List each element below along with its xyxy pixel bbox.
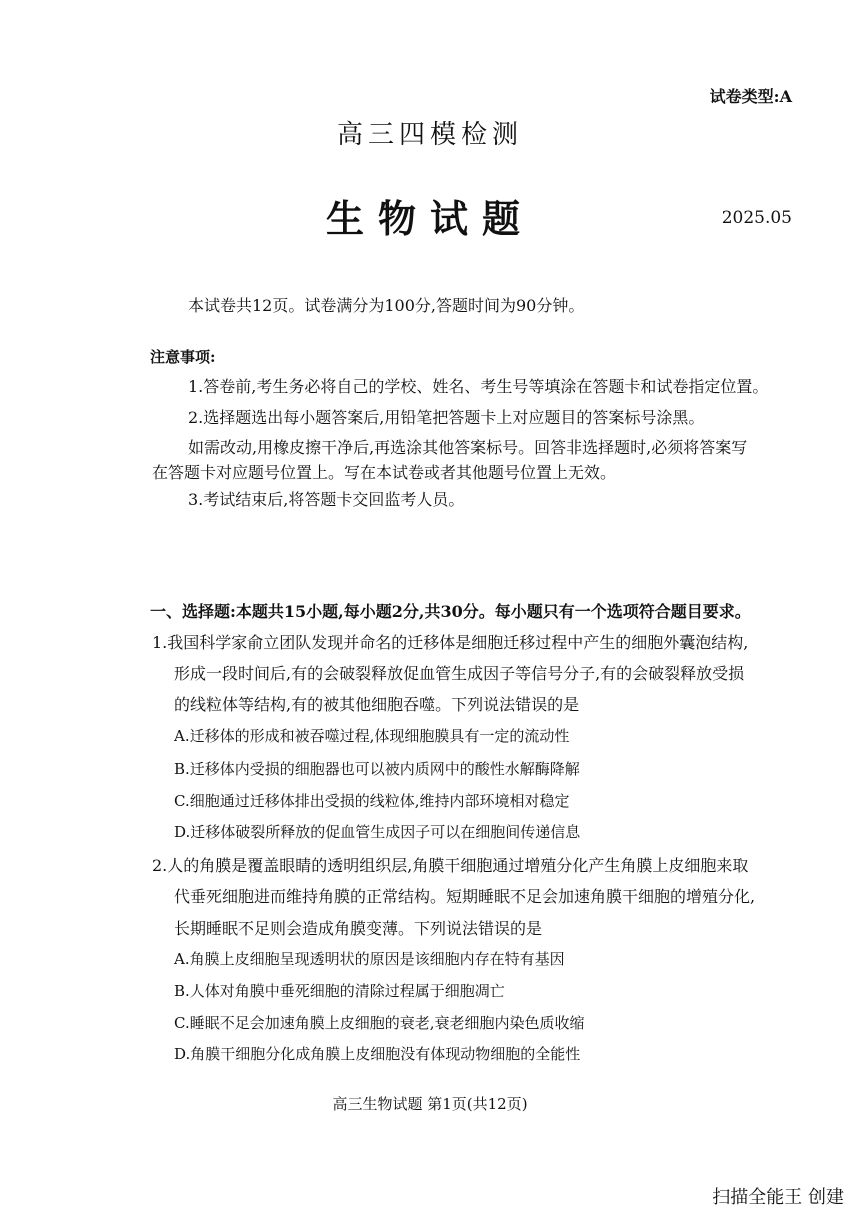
note-item: 1.答卷前,考生务必将自己的学校、姓名、考生号等填涂在答题卡和试卷指定位置。 — [188, 377, 769, 396]
question-2-stem-line: 长期睡眠不足则会造成角膜变薄。下列说法错误的是 — [174, 919, 543, 938]
question-1-stem-line: 的线粒体等结构,有的被其他细胞吞噬。下列说法错误的是 — [174, 695, 580, 714]
question-2-option-a: A.角膜上皮细胞呈现透明状的原因是该细胞内存在特有基因 — [174, 950, 565, 968]
note-item: 在答题卡对应题号位置上。写在本试卷或者其他题号位置上无效。 — [152, 463, 617, 482]
question-2-option-d: D.角膜干细胞分化成角膜上皮细胞没有体现动物细胞的全能性 — [174, 1045, 581, 1063]
notes-heading: 注意事项: — [150, 348, 216, 366]
note-item: 3.考试结束后,将答题卡交回监考人员。 — [188, 490, 465, 509]
exam-date: 2025.05 — [721, 208, 792, 228]
question-2-option-c: C.睡眠不足会加速角膜上皮细胞的衰老,衰老细胞内染色质收缩 — [174, 1014, 585, 1032]
question-2-stem-line: 2.人的角膜是覆盖眼睛的透明组织层,角膜干细胞通过增殖分化产生角膜上皮细胞来取 — [152, 856, 749, 875]
question-1-option-c: C.细胞通过迁移体排出受损的线粒体,维持内部环境相对稳定 — [174, 792, 570, 810]
page-footer: 高三生物试题 第1页(共12页) — [332, 1095, 528, 1113]
scanner-watermark: 扫描全能王 创建 — [712, 1187, 844, 1208]
subject-title: 生物试题 — [325, 196, 534, 241]
question-1-stem-line: 1.我国科学家俞立团队发现并命名的迁移体是细胞迁移过程中产生的细胞外囊泡结构, — [152, 633, 749, 652]
exam-intro: 本试卷共12页。试卷满分为100分,答题时间为90分钟。 — [188, 296, 585, 315]
note-item: 2.选择题选出每小题答案后,用铅笔把答题卡上对应题目的答案标号涂黑。 — [188, 408, 705, 427]
paper-type-label: 试卷类型:A — [709, 87, 792, 106]
note-item: 如需改动,用橡皮擦干净后,再选涂其他答案标号。回答非选择题时,必须将答案写 — [188, 438, 748, 457]
question-1-option-d: D.迁移体破裂所释放的促血管生成因子可以在细胞间传递信息 — [174, 823, 581, 841]
question-1-option-b: B.迁移体内受损的细胞器也可以被内质网中的酸性水解酶降解 — [174, 760, 580, 778]
question-2-option-b: B.人体对角膜中垂死细胞的清除过程属于细胞凋亡 — [174, 982, 505, 1000]
section-title: 一、选择题:本题共15小题,每小题2分,共30分。每小题只有一个选项符合题目要求。 — [150, 602, 751, 621]
question-2-stem-line: 代垂死细胞进而维持角膜的正常结构。短期睡眠不足会加速角膜干细胞的增殖分化, — [174, 887, 756, 906]
question-1-stem-line: 形成一段时间后,有的会破裂释放促血管生成因子等信号分子,有的会破裂释放受损 — [174, 664, 745, 683]
exam-title: 高三四模检测 — [336, 120, 523, 150]
question-1-option-a: A.迁移体的形成和被吞噬过程,体现细胞膜具有一定的流动性 — [174, 727, 570, 745]
